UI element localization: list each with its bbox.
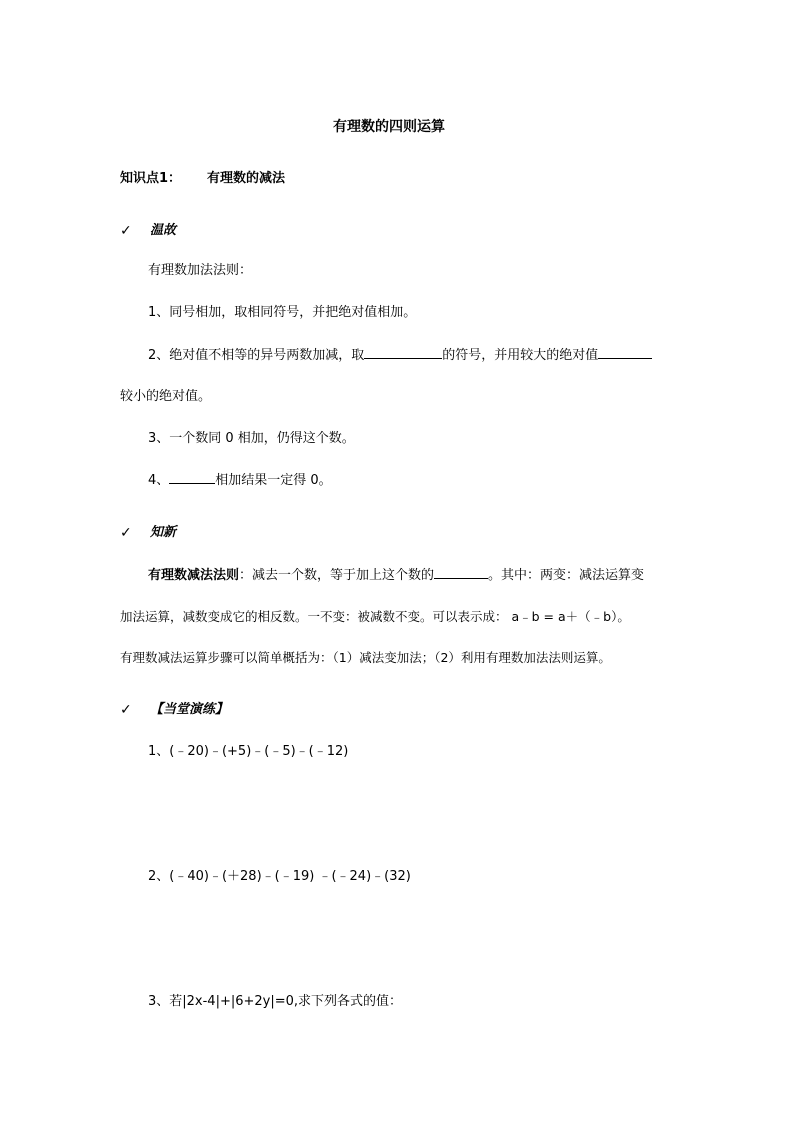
answer-blank-sign[interactable] — [364, 346, 442, 359]
addition-rule-4 — [148, 471, 332, 490]
addition-rule-2-cont: 较小的绝对值。 — [120, 389, 212, 404]
page-title: 有理数的四则运算 — [333, 119, 445, 135]
rule2-text-a: 2、绝对值不相等的异号两数加减，取 — [148, 348, 365, 363]
rule4-text-a: 4、 — [148, 473, 170, 488]
practice-question-2: 2、(﹣40)﹣(＋28)﹣(﹣19) ﹣(﹣24)﹣(32) — [148, 869, 411, 884]
rule4-text-b: 相加结果一定得 0。 — [215, 473, 332, 488]
subtraction-rule-text-b: 。其中：两变：减法运算变 — [488, 568, 645, 583]
topic-name: 有理数的减法 — [207, 171, 286, 186]
topic-label: 知识点1： — [120, 171, 182, 186]
answer-blank-operation[interactable] — [598, 346, 652, 359]
check-icon: ✓ — [120, 223, 132, 239]
subtraction-rule-text-a: ：减去一个数，等于加上这个数的 — [239, 568, 435, 583]
new-knowledge-heading: 知新 — [150, 525, 177, 540]
check-icon: ✓ — [120, 525, 132, 541]
subtraction-rule-line-1 — [148, 566, 644, 585]
practice-question-1: 1、(﹣20)﹣(+5)﹣(﹣5)﹣(﹣12) — [148, 744, 349, 759]
practice-heading: 【当堂演练】 — [150, 702, 229, 717]
rule2-text-b: 的符号，并用较大的绝对值 — [442, 348, 599, 363]
answer-blank-opposites[interactable] — [169, 471, 215, 484]
topic-heading — [120, 170, 285, 188]
addition-rule-1: 1、同号相加，取相同符号，并把绝对值相加。 — [148, 305, 417, 320]
addition-rule-intro: 有理数加法法则： — [148, 263, 253, 278]
subtraction-rule-line-2: 加法运算，减数变成它的相反数。一不变：被减数不变。可以表示成： a﹣b = a＋（﹣b）。 — [120, 609, 630, 624]
subtraction-rule-title: 有理数减法法则 — [148, 568, 240, 583]
addition-rule-3: 3、一个数同 0 相加，仍得这个数。 — [148, 431, 355, 446]
practice-question-3: 3、若|2x-4|+|6+2y|=0,求下列各式的值： — [148, 994, 403, 1009]
answer-blank-opposite[interactable] — [434, 566, 488, 579]
subtraction-rule-line-3: 有理数减法运算步骤可以简单概括为：（1）减法变加法；（2）利用有理数加法法则运算。 — [120, 650, 611, 665]
addition-rule-2 — [148, 346, 652, 365]
check-icon: ✓ — [120, 702, 132, 718]
review-heading: 温故 — [150, 223, 177, 238]
